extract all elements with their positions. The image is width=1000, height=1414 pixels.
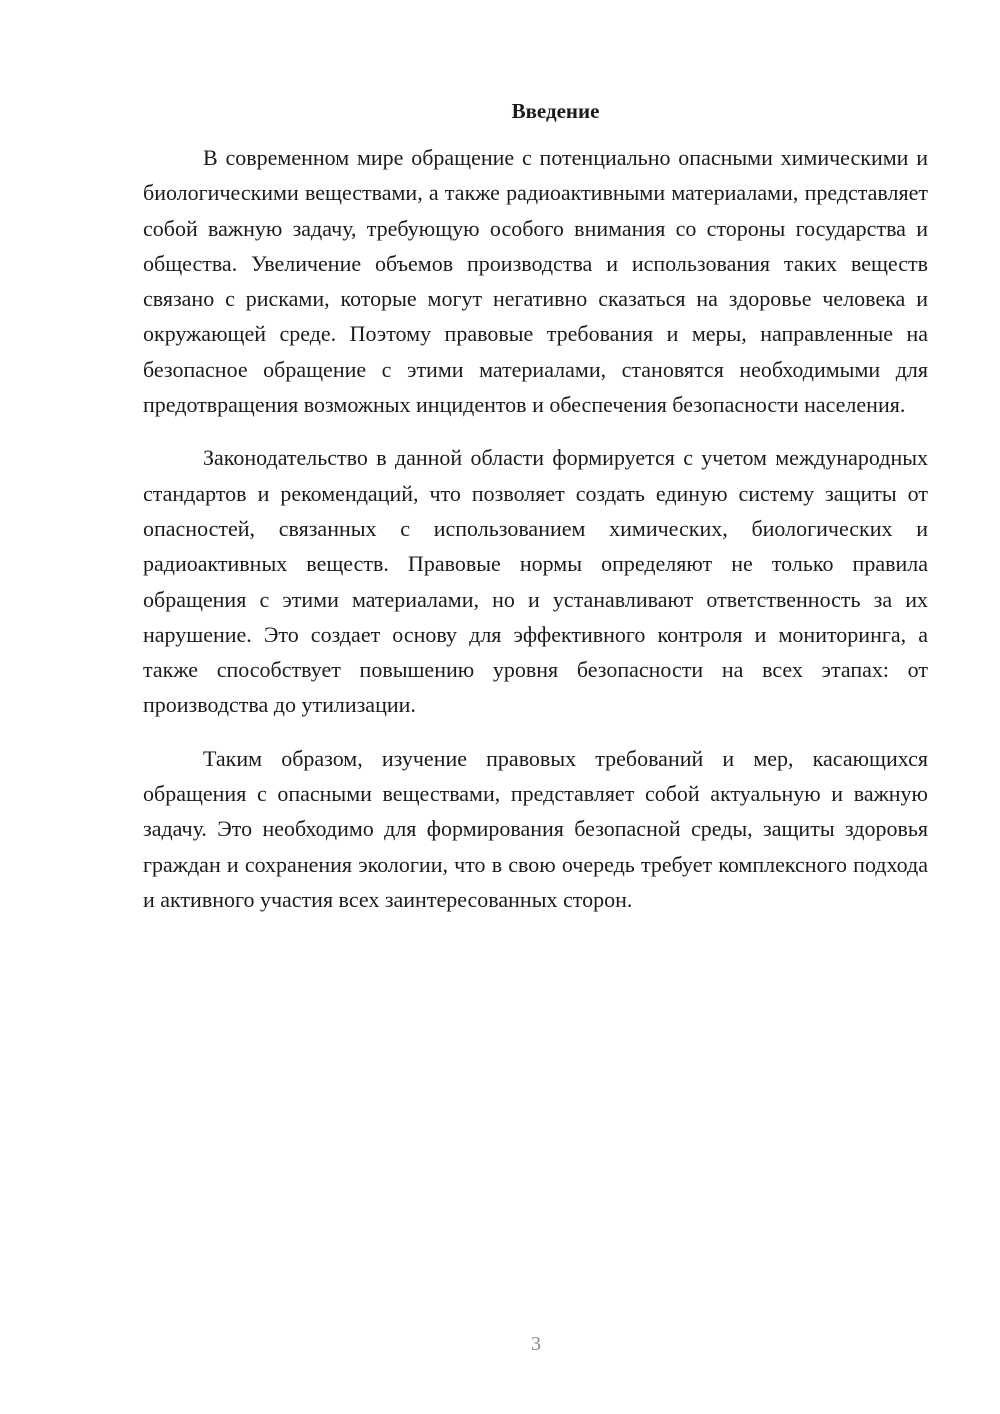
page-title: Введение <box>511 99 600 123</box>
paragraph-3: Таким образом, изучение правовых требований и мер, касающихся обращения с опасными веществами, представляет собой актуальную и важную задачу. Это необходимо для формирования безопасной среды, защиты здоровья граждан и сохранения экологии, что в свою очередь требует комплексного подхода и активного участия всех заинтересованных сторон. <box>143 745 928 912</box>
page-number: 3 <box>531 1333 541 1355</box>
paragraph-2: Законодательство в данной области формируется с учетом международных стандартов и рекомендаций, что позволяет создать единую систему защиты от опасностей, связанных с использованием химических, биологических и радиоактивных веществ. Правовые нормы определяют не только правила обращения с этими материалами, но и устанавливают ответственность за их нарушение. Это создает основу для эффективного контроля и мониторинга, а также способствует повышению уровня безопасности на всех этапах: от производства до утилизации. <box>143 445 928 718</box>
paragraph-1: В современном мире обращение с потенциально опасными химическими и биологическими веществами, а также радиоактивными материалами, представляет собой важную задачу, требующую особого внимания со стороны государства и общества. Увеличение объемов производства и использования таких веществ связано с рисками, которые могут негативно сказаться на здоровье человека и окружающей среде. Поэтому правовые требования и меры, направленные на безопасное обращение с этими материалами, становятся необходимыми для предотвращения возможных инцидентов и обеспечения безопасности населения. <box>143 145 928 418</box>
document-body <box>143 96 928 935</box>
